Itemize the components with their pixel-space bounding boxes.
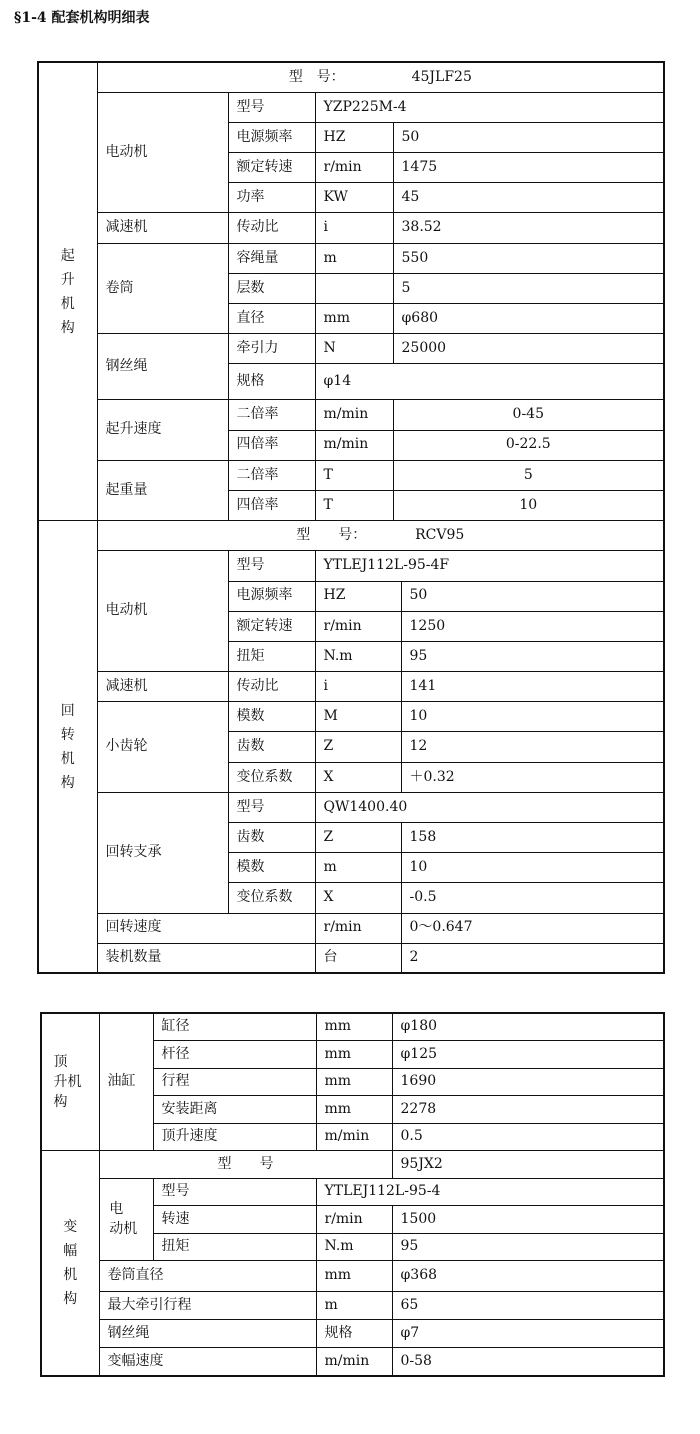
cell-label: 模数 <box>228 853 315 883</box>
cell-unit: m <box>316 1292 392 1320</box>
slew-bearing: 回转支承 <box>97 792 228 913</box>
page-title: §1-4 配套机构明细表 <box>14 10 150 26</box>
cell-unit: mm <box>316 1013 392 1041</box>
slew-model-value: RCV95 <box>415 527 465 544</box>
cell-unit: M <box>315 702 401 732</box>
cell-value: ＋0.32 <box>401 762 664 792</box>
hoist-speed: 起升速度 <box>97 400 228 460</box>
cell-value: φ180 <box>392 1013 664 1041</box>
cell-label: 四倍率 <box>228 430 315 460</box>
cell-unit: φ14 <box>315 364 664 400</box>
section-luff: 变幅机构 <box>41 1151 99 1376</box>
table-row <box>38 92 664 122</box>
luff-travel: 最大牵引行程 <box>99 1292 316 1320</box>
section-hoist: 起升机构 <box>38 62 97 521</box>
cell-value: 5 <box>393 460 664 490</box>
cell-value: 65 <box>392 1292 664 1320</box>
cell-label: 型号 <box>228 551 315 581</box>
cell-value: 50 <box>401 581 664 611</box>
slew-count: 装机数量 <box>97 943 315 973</box>
hoist-model-value: 45JLF25 <box>411 68 472 85</box>
cell-label: 层数 <box>228 273 315 303</box>
cell-value: YTLEJ112L-95-4 <box>316 1178 664 1206</box>
cell-value: 0-45 <box>393 400 664 430</box>
section-slew: 回转机构 <box>38 521 97 974</box>
luff-motor: 电 动机 <box>99 1178 153 1261</box>
cell-label: 传动比 <box>228 672 315 702</box>
cell-value: -0.5 <box>401 883 664 913</box>
cell-value: 95 <box>401 641 664 671</box>
cell-value: 45 <box>393 183 664 213</box>
cell-unit: mm <box>315 304 393 334</box>
cell-unit: YZP225M-4 <box>315 92 664 122</box>
table-row <box>38 62 664 92</box>
hoist-motor: 电动机 <box>97 92 228 213</box>
cell-value: 2 <box>401 943 664 973</box>
hoist-rope: 钢丝绳 <box>97 334 228 400</box>
cell-unit: r/min <box>315 611 401 641</box>
table-row <box>38 792 664 822</box>
cell-unit: i <box>315 672 401 702</box>
table-row <box>41 1348 664 1376</box>
cell-unit: m <box>315 853 401 883</box>
table-row <box>38 334 664 364</box>
cell-unit: mm <box>316 1261 392 1292</box>
cell-unit: m/min <box>316 1123 392 1151</box>
cell-value: 158 <box>401 823 664 853</box>
cell-label: 传动比 <box>228 213 315 243</box>
cell-unit: m <box>315 243 393 273</box>
cell-unit: N <box>315 334 393 364</box>
cell-label: 顶升速度 <box>153 1123 316 1151</box>
cell-label: 变位系数 <box>228 762 315 792</box>
hoist-drum: 卷筒 <box>97 243 228 334</box>
cell-unit: X <box>315 883 401 913</box>
table-row <box>38 943 664 973</box>
cell-value: 0～0.647 <box>401 913 664 943</box>
cell-unit: T <box>315 490 393 520</box>
cell-label: 齿数 <box>228 823 315 853</box>
table-row <box>38 913 664 943</box>
cell-unit: N.m <box>315 641 401 671</box>
table-row <box>41 1178 664 1206</box>
cell-label: 容绳量 <box>228 243 315 273</box>
luff-model-label: 型 号 <box>99 1151 392 1179</box>
cell-label: 扭矩 <box>153 1233 316 1261</box>
table-row <box>38 243 664 273</box>
table-row <box>38 702 664 732</box>
cell-unit: Z <box>315 732 401 762</box>
cell-value: 1500 <box>392 1206 664 1234</box>
cell-value: φ125 <box>392 1041 664 1069</box>
cell-unit: YTLEJ112L-95-4F <box>315 551 664 581</box>
slew-model-label: 型 号： <box>296 527 367 544</box>
cell-value: 1250 <box>401 611 664 641</box>
hoist-reducer: 减速机 <box>97 213 228 243</box>
cell-label: 二倍率 <box>228 400 315 430</box>
cell-unit: T <box>315 460 393 490</box>
table-row <box>38 213 664 243</box>
cell-value: φ7 <box>392 1320 664 1348</box>
slew-reducer: 减速机 <box>97 672 228 702</box>
cell-label: 变位系数 <box>228 883 315 913</box>
hoist-weight: 起重量 <box>97 460 228 520</box>
cell-value: 10 <box>393 490 664 520</box>
cell-value: 38.52 <box>393 213 664 243</box>
cell-value: 12 <box>401 732 664 762</box>
cell-value: 5 <box>393 273 664 303</box>
cell-unit: mm <box>316 1068 392 1096</box>
cell-label: 型号 <box>228 92 315 122</box>
cell-label: 安装距离 <box>153 1096 316 1124</box>
hoist-model <box>97 62 664 92</box>
cell-value: 0-58 <box>392 1348 664 1376</box>
hoist-slew-spec-table <box>37 61 665 974</box>
cell-label: 牵引力 <box>228 334 315 364</box>
cell-value: 50 <box>393 122 664 152</box>
luff-rope: 钢丝绳 <box>99 1320 316 1348</box>
cell-value: 550 <box>393 243 664 273</box>
slew-speed: 回转速度 <box>97 913 315 943</box>
cell-label: 二倍率 <box>228 460 315 490</box>
cell-value: 0-22.5 <box>393 430 664 460</box>
cell-value: φ368 <box>392 1261 664 1292</box>
cell-unit: X <box>315 762 401 792</box>
table-row <box>38 521 664 551</box>
table-row <box>41 1151 664 1179</box>
cell-unit <box>315 273 393 303</box>
cell-label: 齿数 <box>228 732 315 762</box>
cell-label: 功率 <box>228 183 315 213</box>
cell-label: 电源频率 <box>228 122 315 152</box>
cell-value: 0.5 <box>392 1123 664 1151</box>
cell-label: 缸径 <box>153 1013 316 1041</box>
cell-label: 额定转速 <box>228 611 315 641</box>
hoist-model-label: 型 号： <box>288 68 345 85</box>
cell-unit: i <box>315 213 393 243</box>
cell-label: 型号 <box>228 792 315 822</box>
table-row <box>41 1292 664 1320</box>
jack-luff-spec-table <box>40 1012 665 1377</box>
cell-unit: KW <box>315 183 393 213</box>
cell-label: 模数 <box>228 702 315 732</box>
cell-value: 25000 <box>393 334 664 364</box>
luff-speed: 变幅速度 <box>99 1348 316 1376</box>
cell-label: 扭矩 <box>228 641 315 671</box>
section-jack: 顶 升机构 <box>41 1013 99 1151</box>
cell-label: 额定转速 <box>228 153 315 183</box>
luff-model-value: 95JX2 <box>392 1151 664 1179</box>
cell-value: 1690 <box>392 1068 664 1096</box>
cell-unit: m/min <box>315 430 393 460</box>
cell-label: 电源频率 <box>228 581 315 611</box>
table-row <box>41 1261 664 1292</box>
cell-label: 行程 <box>153 1068 316 1096</box>
cell-label: 四倍率 <box>228 490 315 520</box>
cell-label: 杆径 <box>153 1041 316 1069</box>
slew-pinion: 小齿轮 <box>97 702 228 793</box>
cell-unit: m/min <box>316 1348 392 1376</box>
cell-unit: 台 <box>315 943 401 973</box>
cell-unit: r/min <box>315 913 401 943</box>
table-row <box>38 551 664 581</box>
cell-label: 规格 <box>228 364 315 400</box>
cell-unit: N.m <box>316 1233 392 1261</box>
table-row <box>41 1013 664 1041</box>
cell-unit: r/min <box>316 1206 392 1234</box>
cell-label: 转速 <box>153 1206 316 1234</box>
cell-unit: 规格 <box>316 1320 392 1348</box>
cell-value: 141 <box>401 672 664 702</box>
cell-unit: mm <box>316 1041 392 1069</box>
cell-value: 1475 <box>393 153 664 183</box>
table-row <box>41 1320 664 1348</box>
cell-value: φ680 <box>393 304 664 334</box>
cell-unit: HZ <box>315 122 393 152</box>
cell-unit: r/min <box>315 153 393 183</box>
table-row <box>38 460 664 490</box>
cell-unit: m/min <box>315 400 393 430</box>
cell-unit: mm <box>316 1096 392 1124</box>
cell-unit: QW1400.40 <box>315 792 664 822</box>
slew-motor: 电动机 <box>97 551 228 672</box>
cell-value: 10 <box>401 853 664 883</box>
cell-value: 10 <box>401 702 664 732</box>
table-row <box>38 672 664 702</box>
jack-cylinder: 油缸 <box>99 1013 153 1151</box>
cell-unit: HZ <box>315 581 401 611</box>
cell-value: 2278 <box>392 1096 664 1124</box>
cell-label: 型号 <box>153 1178 316 1206</box>
cell-label: 直径 <box>228 304 315 334</box>
slew-model <box>97 521 664 551</box>
cell-unit: Z <box>315 823 401 853</box>
cell-value: 95 <box>392 1233 664 1261</box>
table-row <box>38 400 664 430</box>
luff-drum: 卷筒直径 <box>99 1261 316 1292</box>
